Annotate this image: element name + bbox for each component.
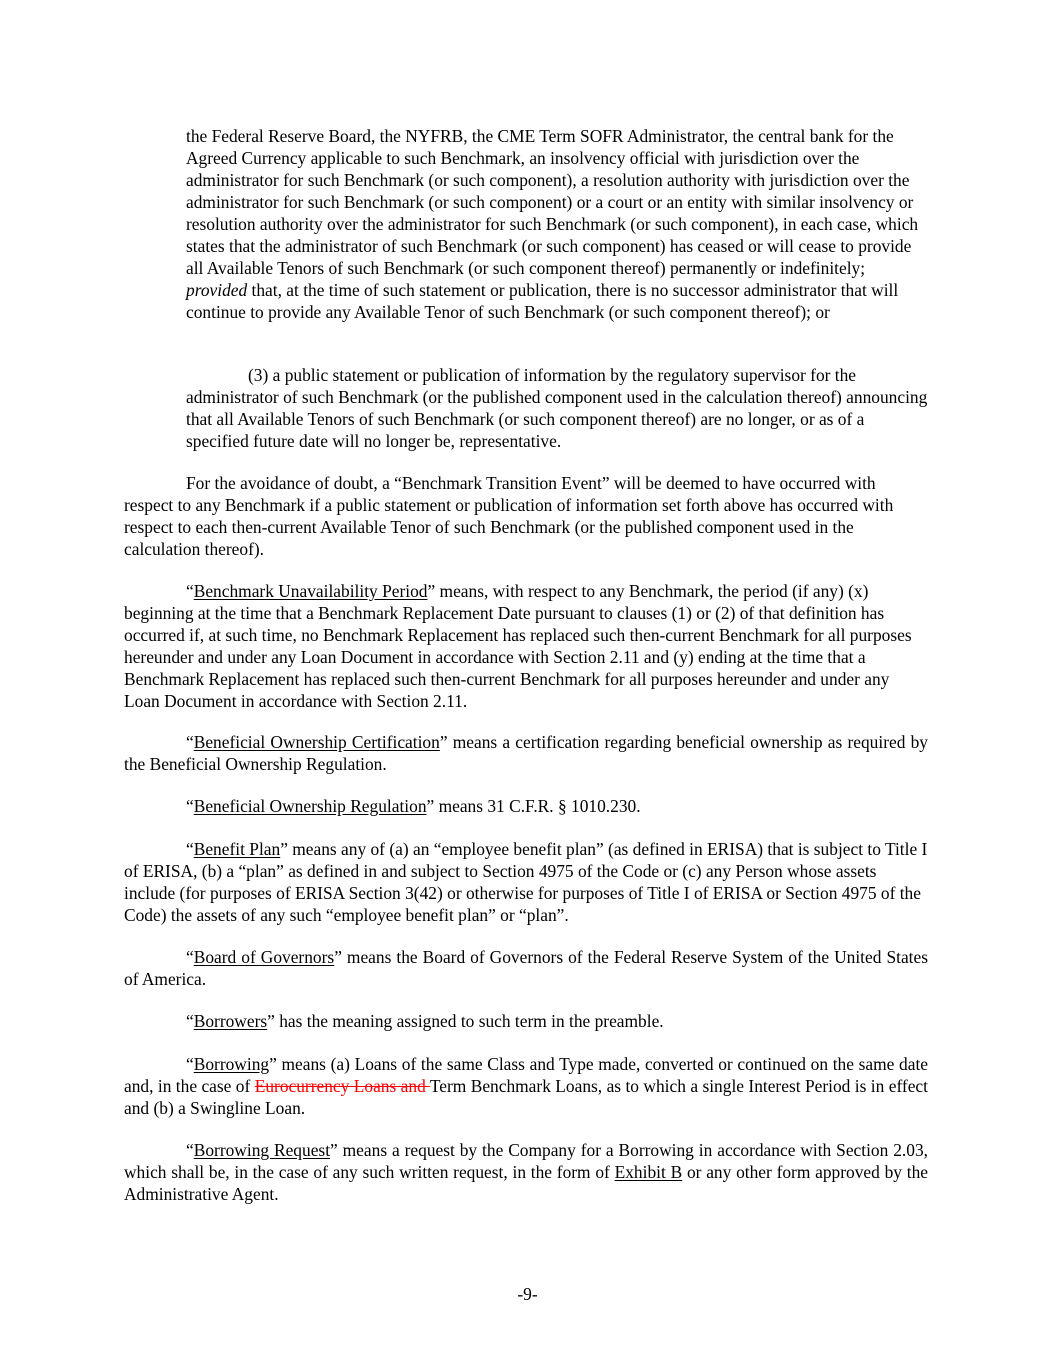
open-quote: “ <box>186 1011 194 1031</box>
open-quote: “ <box>186 839 194 859</box>
defined-term: Borrowers <box>193 1011 268 1031</box>
defined-term: Borrowing <box>193 1054 270 1074</box>
open-quote: “ <box>186 947 194 967</box>
defined-term: Benchmark Unavailability Period <box>193 581 428 601</box>
defined-term: Borrowing Request <box>193 1140 331 1160</box>
clause-2-text: the Federal Reserve Board, the NYFRB, the CME Term SOFR Administrator, the central bank for the Agreed Currency applicable to such Benchmark, an insolvency official with jurisdiction over the administrator for such Benchmark (or such component), a resolution authority with jurisdiction over the administrator for such Benchmark (or such component) or a court or an entity with similar insolvency or resolution authority over the administrator for such Benchmark (or such component), in each case, which states that the administrator of such Benchmark (or such component) has ceased or will cease to provide all Available Tenors of such Benchmark (or such component thereof) permanently or indefinitely; <box>186 126 919 278</box>
open-quote: “ <box>186 796 194 816</box>
definition-board-of-governors <box>124 946 928 990</box>
definition-benefit-plan <box>124 838 928 926</box>
open-quote: “ <box>186 1054 194 1074</box>
definition-text: ” means a certification regarding beneficial ownership as required by the Beneficial Ownership Regulation. <box>124 732 928 774</box>
deleted-text-redline: Eurocurrency Loans and <box>254 1076 430 1096</box>
paragraph-clause-3: (3) a public statement or publication of information by the regulatory supervisor for the administrator of such Benchmark (or the published component used in the calculation thereof) announcing that all Available Tenors of such Benchmark (or such component thereof) are no longer, or as of a specified future date will no longer be, representative. <box>186 365 928 451</box>
definition-borrowing-request <box>124 1139 928 1205</box>
definition-text: ” means (a) Loans of the same Class and Type made, converted or continued on the same date and, in the case of <box>124 1054 928 1096</box>
page-number: -9- <box>517 1284 538 1304</box>
defined-term: Beneficial Ownership Certification <box>193 732 440 752</box>
definition-benchmark-unavailability-period <box>124 580 928 712</box>
definition-beneficial-ownership-certification <box>124 731 928 775</box>
open-quote: “ <box>186 1140 194 1160</box>
definition-text: ” means any of (a) an “employee benefit plan” (as defined in ERISA) that is subject to Title I of ERISA, (b) a “plan” as defined in and subject to Section 4975 of the Code or (c) any Person whose assets include (for purposes of ERISA Section 3(42) or otherwise for purposes of Title I of ERISA or Section 4975 of the Code) the assets of any such “employee benefit plan” or “plan”. <box>124 839 928 925</box>
open-quote: “ <box>186 581 194 601</box>
provided-italic: provided <box>186 280 248 300</box>
definition-beneficial-ownership-regulation <box>124 795 928 817</box>
definition-text: ” has the meaning assigned to such term in the preamble. <box>267 1011 664 1031</box>
definition-text: ” means 31 C.F.R. § 1010.230. <box>426 796 641 816</box>
open-quote: “ <box>186 732 194 752</box>
definition-text-end: or any other form approved by the Administrative Agent. <box>124 1162 928 1204</box>
definition-text-end: Term Benchmark Loans, as to which a single Interest Period is in effect and (b) a Swingline Loan. <box>124 1076 928 1118</box>
defined-term: Board of Governors <box>193 947 335 967</box>
defined-term: Benefit Plan <box>193 839 281 859</box>
exhibit-reference: Exhibit B <box>614 1162 683 1182</box>
defined-term: Beneficial Ownership Regulation <box>193 796 427 816</box>
definition-borrowing <box>124 1053 928 1119</box>
definition-text: ” means a request by the Company for a Borrowing in accordance with Section 2.03, which shall be, in the case of any such written request, in the form of <box>124 1140 928 1182</box>
paragraph-clause-2-continuation <box>186 125 928 323</box>
paragraph-avoidance-of-doubt: For the avoidance of doubt, a “Benchmark Transition Event” will be deemed to have occurred with respect to any Benchmark if a public statement or publication of information set forth above has occurred with respect to each then-current Available Tenor of such Benchmark (or the published component used in the calculation thereof). <box>124 473 894 559</box>
definition-text: ” means the Board of Governors of the Federal Reserve System of the United States of America. <box>124 947 928 989</box>
definition-borrowers <box>124 1010 928 1032</box>
definition-text: ” means, with respect to any Benchmark, the period (if any) (x) beginning at the time that a Benchmark Replacement Date pursuant to clauses (1) or (2) of that definition has occurred if, at such time, no Benchmark Replacement has replaced such then-current Benchmark for all purposes hereunder and under any Loan Document in accordance with Section 2.11 and (y) ending at the time that a Benchmark Replacement has replaced such then-current Benchmark for all purposes hereunder and under any Loan Document in accordance with Section 2.11. <box>124 581 912 711</box>
clause-2-text-end: that, at the time of such statement or publication, there is no successor administrator that will continue to provide any Available Tenor of such Benchmark (or such component thereof); or <box>186 280 899 322</box>
